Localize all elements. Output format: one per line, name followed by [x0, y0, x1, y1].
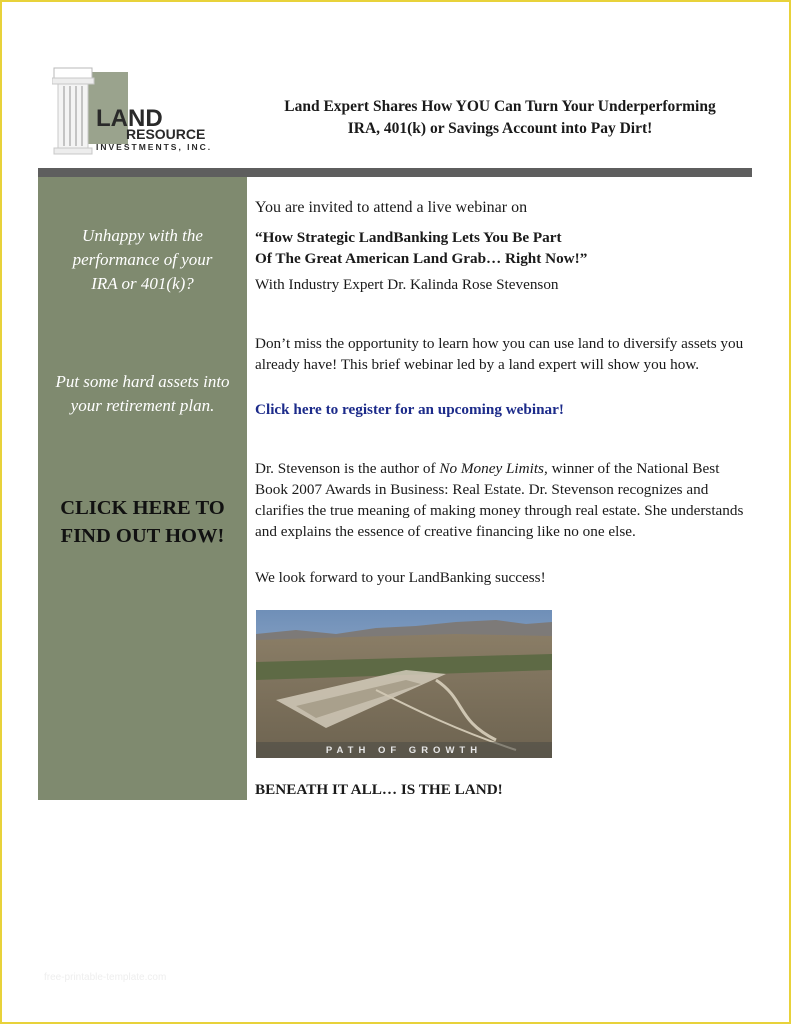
closing-line: We look forward to your LandBanking success! — [255, 569, 546, 586]
tagline: BENEATH IT ALL… IS THE LAND! — [255, 781, 503, 798]
invite-text: You are invited to attend a live webinar on — [255, 199, 528, 216]
svg-text:LAND: LAND — [96, 105, 163, 132]
click-here-cta[interactable]: CLICK HERE TO FIND OUT HOW! — [60, 497, 225, 547]
headline-line-1: Land Expert Shares How YOU Can Turn Your Underperforming — [284, 98, 716, 115]
land-aerial-photo — [256, 610, 552, 758]
company-logo — [52, 66, 242, 156]
divider-bar — [38, 168, 752, 177]
sidebar-question-ira: Unhappy with the performance of your IRA or 401(k)? — [72, 226, 213, 293]
intro-paragraph: Don’t miss the opportunity to learn how you can use land to diversify assets you already have! This brief webinar led by a land expert will show you how. — [255, 335, 744, 374]
photo-caption: PATH OF GROWTH — [325, 745, 483, 756]
book-title: No Money Limits — [439, 460, 544, 478]
watermark: free-printable-template.com — [44, 972, 167, 983]
expert-line: With Industry Expert Dr. Kalinda Rose Stevenson — [255, 276, 559, 293]
sidebar — [38, 177, 247, 800]
svg-text:RESOURCE: RESOURCE — [126, 126, 206, 142]
headline — [262, 96, 738, 140]
headline-line-2: IRA, 401(k) or Savings Account into Pay Dirt! — [347, 120, 653, 137]
webinar-title: “How Strategic LandBanking Lets You Be Part Of The Great American Land Grab… Right Now!” — [255, 229, 588, 267]
author-paragraph: Dr. Stevenson is the author of No Money Limits, winner of the National Best Book 2007 Awards in Business: Real Estate. Dr. Stevenson recognizes and clarifies the true meaning of making money through real estate. She understands and explains the essence of creative financing like no one else. — [255, 460, 744, 541]
register-link[interactable]: Click here to register for an upcoming webinar! — [255, 401, 564, 418]
sidebar-hard-assets-text: Put some hard assets into your retirement plan. — [55, 372, 230, 415]
svg-text:INVESTMENTS, INC.: INVESTMENTS, INC. — [96, 142, 213, 152]
